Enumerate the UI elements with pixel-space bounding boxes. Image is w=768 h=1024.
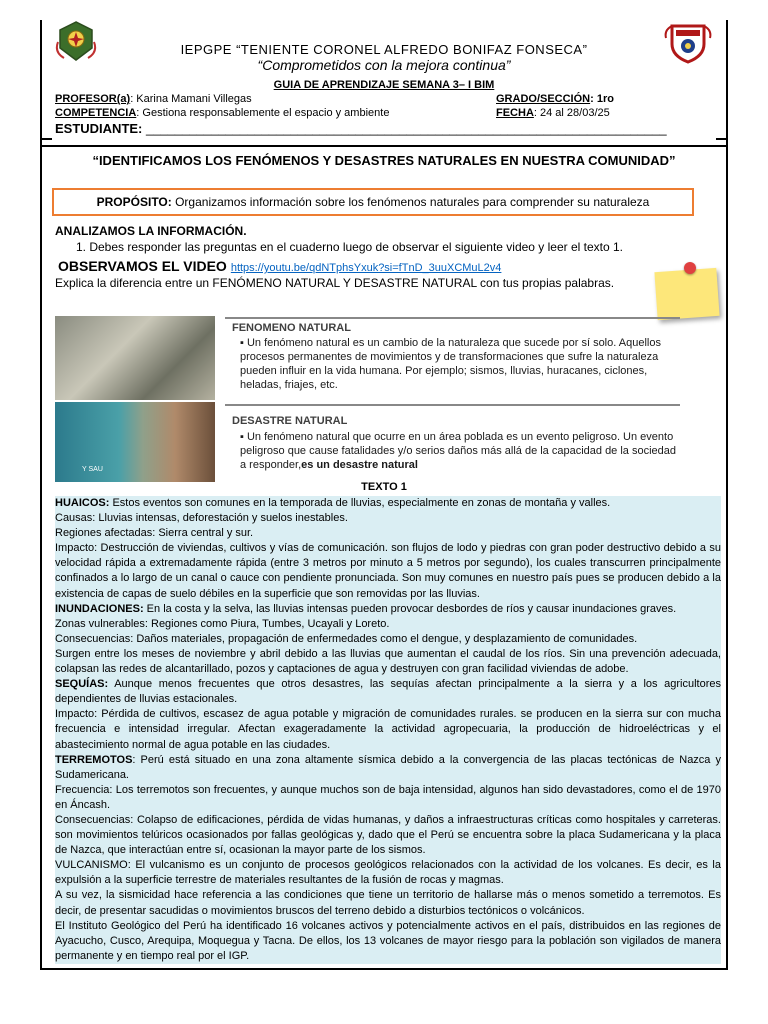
phenomenon-title: FENOMENO NATURAL (232, 322, 351, 334)
competence-row (55, 107, 389, 119)
disaster-definition (240, 430, 680, 472)
text-paragraph (55, 919, 721, 964)
paragraph-body: Consecuencias: Daños materiales, propagación de enfermedades como el dengue, y desplazamiento de comunidades. (55, 632, 638, 645)
text-paragraph (55, 602, 721, 617)
landslide-photo (55, 316, 215, 400)
purpose-label: PROPÓSITO: (96, 195, 172, 209)
instruction-step: 1. Debes responder las preguntas en el cuaderno luego de observar el siguiente video y leer el texto 1. (76, 240, 624, 254)
paragraph-body: : Perú está situado en una zona altamente sísmica debido a la convergencia de las placas tectónicas de Nazca y Sudamericana. (55, 753, 721, 781)
paragraph-body: Impacto: Pérdida de cultivos, escasez de agua potable y migración de comunidades rurales. se producen en la sierra sur con mucha frecuencia e intensidad irregular. Afectan exageradamente la actividad agropecuaria, la producción de hidroeléctricas y el abastecimiento normal de agua potable en las ciudades. (55, 708, 721, 751)
text-paragraph (55, 647, 721, 677)
paragraph-body: VULCANISMO: El vulcanismo es un conjunto de procesos geológicos relacionados con la actividad de los volcanes. Es decir, es la expulsión a la superficie terrestre de materiales resultantes de la fusión de rocas y magmas. (55, 859, 721, 887)
date-row (496, 107, 610, 119)
paragraph-heading: HUAICOS: (55, 497, 110, 509)
paragraph-body: Aunque menos frecuentes que otros desastres, las sequías afectan principalmente a la sierra y a los agricultores dependientes de lluvias estacionales. (55, 678, 721, 706)
frame-divider (40, 138, 52, 140)
student-row (55, 121, 667, 136)
page-title: “IDENTIFICAMOS LOS FENÓMENOS Y DESASTRES NATURALES EN NUESTRA COMUNIDAD” (92, 153, 676, 168)
student-label: ESTUDIANTE: (55, 121, 143, 136)
competence-label: COMPETENCIA (55, 107, 137, 119)
paragraph-body: En la costa y la selva, las lluvias intensas pueden provocar desbordes de ríos y causar inundaciones graves. (143, 602, 677, 615)
disaster-text: ▪ Un fenómeno natural que ocurre en un área poblada es un evento peligroso. Un evento peligroso que cause fatalidades y/o serios daños más allá de la capacidad de la sociedad a responder, (240, 431, 677, 471)
reading-text (55, 496, 721, 964)
purpose-box (52, 188, 694, 216)
grade-value: : 1ro (590, 93, 614, 105)
competence-value: : Gestiona responsablemente el espacio y ambiente (136, 107, 390, 119)
paragraph-body: Zonas vulnerables: Regiones como Piura, Tumbes, Ucayali y Loreto. (55, 617, 390, 630)
phenomenon-definition: ▪ Un fenómeno natural es un cambio de la naturaleza que sucede por sí solo. Aquellos procesos permanentes de movimientos y de transformaciones que sufre la naturaleza pueden influir en la vida humana. Por ejemplo; sismos, lluvias, huracanes, ciclones, heladas, friajes, etc. (240, 337, 661, 391)
section-heading: ANALIZAMOS LA INFORMACIÓN. (55, 224, 247, 238)
paragraph-body: El Instituto Geológico del Perú ha identificado 16 volcanes activos y potencialmente activos en el país, distribuidos en las regiones de Ayacucho, Cusco, Arequipa, Moquegua y Tacna. De ellos, los 13 volcanes de mayor riesgo para la población son vigilados de manera permanente y en tiempo real por el IGP. (55, 919, 721, 962)
text-paragraph (55, 541, 721, 601)
text-paragraph (55, 677, 721, 707)
disaster-emphasis: es un desastre natural (301, 459, 418, 471)
paragraph-body: Frecuencia: Los terremotos son frecuentes, y aunque muchos son de baja intensidad, algunos han sido devastadores, como el de 1970 en Áncash. (55, 783, 721, 811)
observe-label: OBSERVAMOS EL VIDEO (58, 258, 227, 274)
paragraph-body: Estos eventos son comunes en la temporada de lluvias, especialmente en zonas de montaña y valles. (109, 497, 611, 509)
paragraph-body: Surgen entre los meses de noviembre y abril debido a las lluvias que aumentan el caudal de los ríos. Sin una prevención adecuada, colapsan las redes de alcantarillado, pozos y captaciones de agua y destruyen con gran facilidad viviendas de adobe. (55, 647, 721, 676)
school-motto: “Comprometidos con la mejora continua” (257, 57, 511, 73)
paragraph-heading: SEQUÍAS: (55, 678, 109, 691)
hurricane-flood-photo (55, 402, 215, 482)
paragraph-body: Impacto: Destrucción de viviendas, cultivos y vías de comunicación. son flujos de lodo y piedras con gran poder destructivo debido a su velocidad rápida a extremadamente rápida (entre 3 metros por minuto a 5 metros por segundo), los cuales transcurren principalmente confinados a lo largo de un canal o cauce con pendiente pronunciada. Son muy comunes en nuestro país pues se producen debido a la existencia de capas de suelo débiles en la superficie que son removidas por las lluvias. (55, 542, 721, 600)
text-paragraph (55, 632, 721, 647)
pushpin-icon (684, 262, 696, 274)
paragraph-heading: TERREMOTOS (55, 753, 133, 766)
text-paragraph (55, 753, 721, 783)
video-link[interactable]: https://youtu.be/qdNTphsYxuk?si=fTnD_3uuXCMuL2v4 (230, 262, 502, 274)
text-paragraph (55, 511, 721, 526)
grade-label: GRADO/SECCIÓN (496, 93, 591, 105)
image-caption: Y SAU (82, 466, 103, 473)
sticky-note-icon (654, 268, 719, 320)
teacher-name: : Karina Mamani Villegas (130, 93, 252, 105)
paragraph-body: Regiones afectadas: Sierra central y sur. (55, 527, 254, 540)
divider (225, 404, 680, 406)
paragraph-body: A su vez, la sismicidad hace referencia a las condiciones que tiene un territorio de hallarse más o menos sometido a terremotos. Es decir, de presentar sacudidas o movimientos bruscos del terreno debido a disturbios tectónicos o volcánicos. (55, 889, 721, 917)
observe-heading (58, 258, 501, 274)
text-paragraph (55, 888, 721, 918)
explain-instruction: Explica la diferencia entre un FENÓMENO NATURAL Y DESASTRE NATURAL con tus propias palabras. (55, 276, 615, 290)
text-paragraph (55, 707, 721, 752)
divider (225, 317, 680, 319)
date-label: FECHA (496, 107, 534, 119)
student-name-line[interactable]: ________________________________________________________________________ (146, 121, 667, 136)
guide-title: GUIA DE APRENDIZAJE SEMANA 3– I BIM (273, 79, 495, 91)
paragraph-body: Causas: Lluvias intensas, deforestación y suelos inestables. (55, 512, 348, 525)
disaster-title: DESASTRE NATURAL (232, 415, 348, 427)
paragraph-body: Consecuencias: Colapso de edificaciones, pérdida de vidas humanas, y daños a infraestructuras críticas como hospitales y carreteras. son movimientos telúricos ocasionados por fallas geológicas y, dado que el Perú se encuentra sobre la placa Sudamericana y la placa de Nazca, que interactúan entre sí, ocasionan la mayor parte de los sismos. (55, 813, 721, 857)
text-paragraph (55, 617, 721, 632)
paragraph-heading: INUNDACIONES: (55, 602, 144, 615)
text-paragraph (55, 526, 721, 541)
text-paragraph (55, 813, 721, 858)
date-value: : 24 al 28/03/25 (533, 107, 610, 119)
teacher-label: PROFESOR(a) (55, 93, 131, 105)
text-paragraph (55, 496, 721, 511)
text-title: TEXTO 1 (361, 481, 407, 493)
school-name: IEPGPE “TENIENTE CORONEL ALFREDO BONIFAZ FONSECA” (180, 42, 588, 57)
frame-divider (40, 145, 728, 147)
purpose-text: Organizamos información sobre los fenómenos naturales para comprender su naturaleza (171, 195, 650, 209)
text-paragraph (55, 783, 721, 813)
grade-row (496, 93, 614, 105)
frame-divider (716, 138, 728, 140)
teacher-row (55, 93, 252, 105)
text-paragraph (55, 858, 721, 888)
